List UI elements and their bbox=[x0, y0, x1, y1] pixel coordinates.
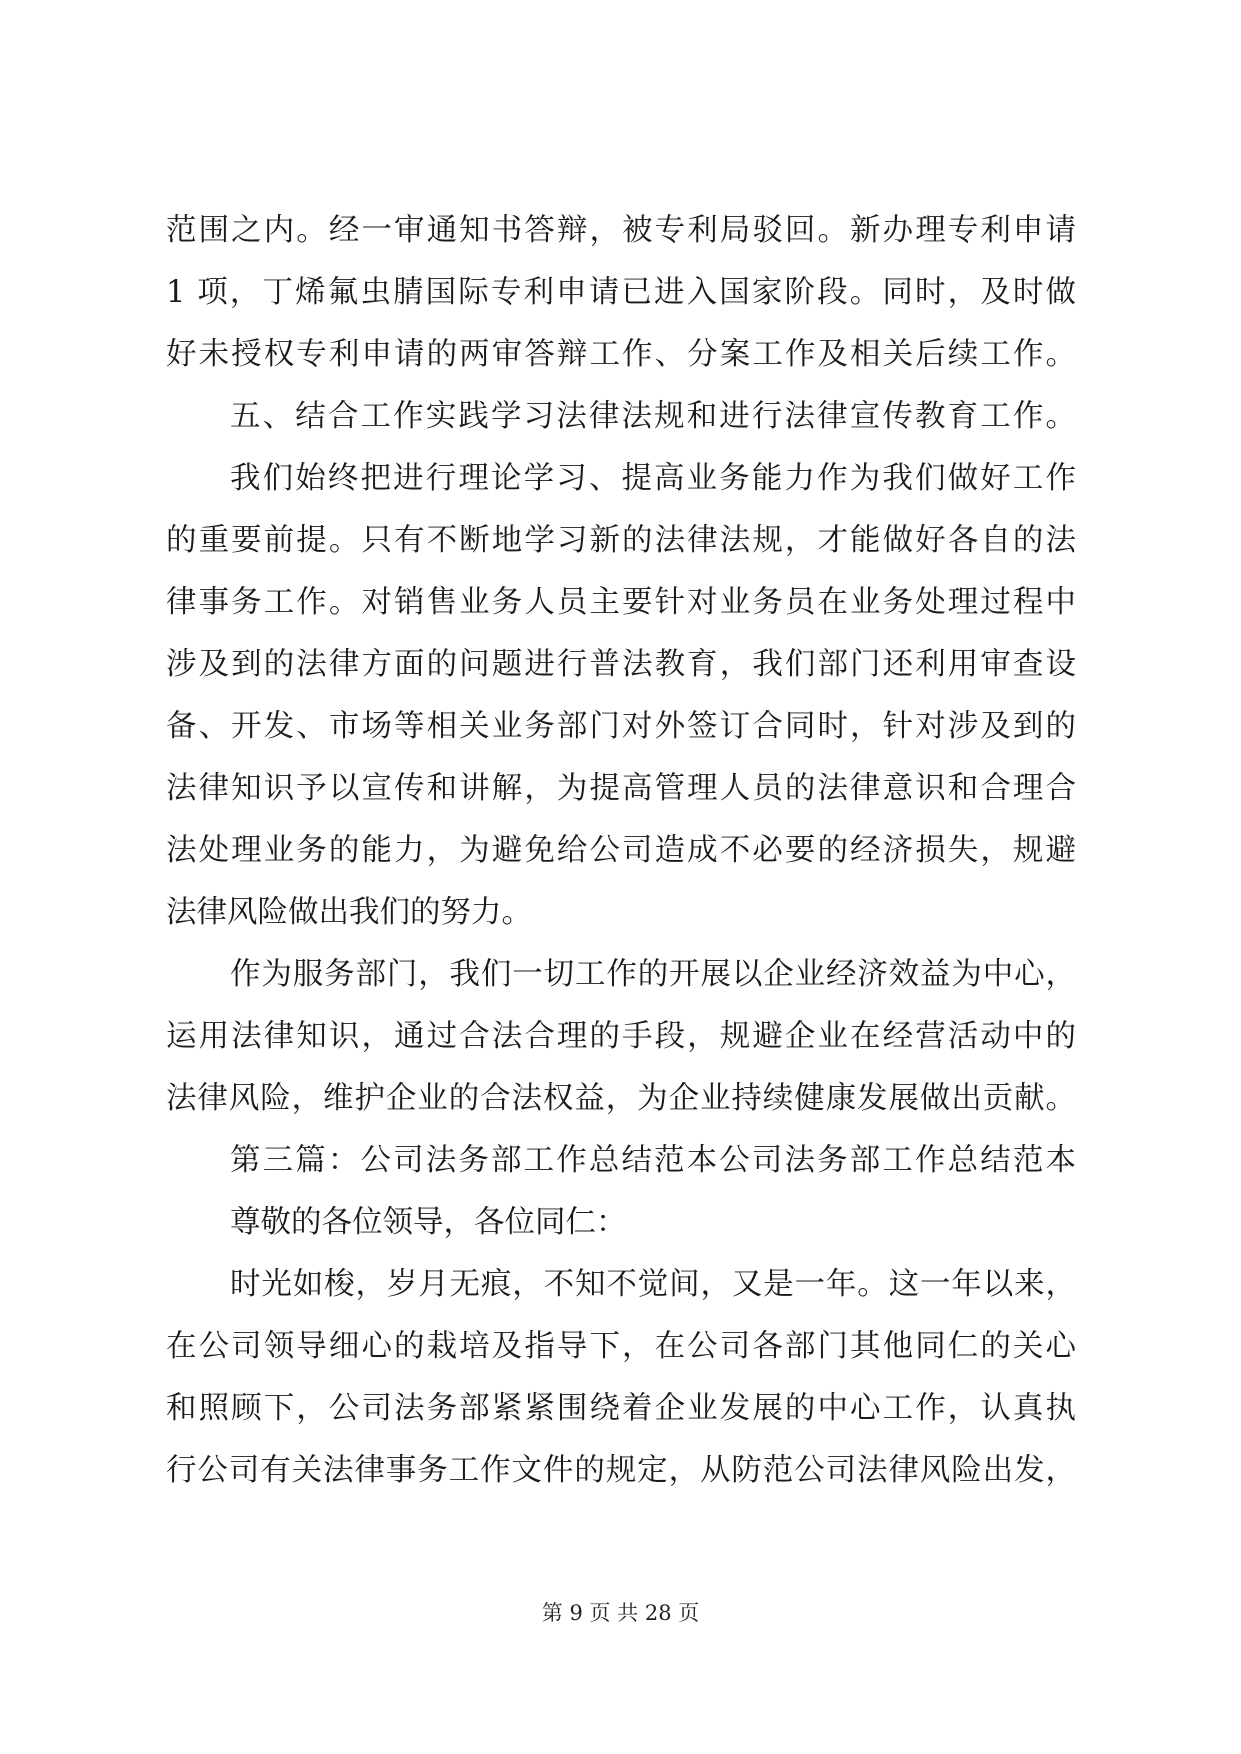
text-line: 的重要前提。只有不断地学习新的法律法规，才能做好各自的法 bbox=[166, 523, 1076, 558]
text-line: 法律知识予以宣传和讲解，为提高管理人员的法律意识和合理合 bbox=[166, 771, 1076, 806]
text-line: 我们始终把进行理论学习、提高业务能力作为我们做好工作 bbox=[230, 461, 1076, 496]
text-line: 时光如梭，岁月无痕，不知不觉间，又是一年。这一年以来， bbox=[230, 1267, 1076, 1302]
text-line: 在公司领导细心的栽培及指导下，在公司各部门其他同仁的关心 bbox=[166, 1329, 1076, 1364]
text-line: 范围之内。经一审通知书答辩，被专利局驳回。新办理专利申请 bbox=[166, 213, 1076, 248]
text-line: 法处理业务的能力，为避免给公司造成不必要的经济损失，规避 bbox=[166, 833, 1076, 868]
text-line: 法律风险，维护企业的合法权益，为企业持续健康发展做出贡献。 bbox=[166, 1081, 1076, 1116]
text-line: 好未授权专利申请的两审答辩工作、分案工作及相关后续工作。 bbox=[166, 337, 1076, 372]
text-line: 律事务工作。对销售业务人员主要针对业务员在业务处理过程中 bbox=[166, 585, 1076, 620]
section-heading: 五、结合工作实践学习法律法规和进行法律宣传教育工作。 bbox=[230, 399, 1076, 434]
chapter-title: 第三篇：公司法务部工作总结范本公司法务部工作总结范本 bbox=[230, 1143, 1076, 1178]
text-line: 和照顾下，公司法务部紧紧围绕着企业发展的中心工作，认真执 bbox=[166, 1391, 1076, 1426]
text-line: 涉及到的法律方面的问题进行普法教育，我们部门还利用审查设 bbox=[166, 647, 1076, 682]
text-line: 运用法律知识，通过合法合理的手段，规避企业在经营活动中的 bbox=[166, 1019, 1076, 1054]
text-line: 1 项，丁烯氟虫腈国际专利申请已进入国家阶段。同时，及时做 bbox=[166, 275, 1076, 310]
salutation: 尊敬的各位领导，各位同仁： bbox=[230, 1205, 627, 1240]
page-number-footer: 第 9 页 共 28 页 bbox=[541, 1601, 700, 1625]
text-line: 备、开发、市场等相关业务部门对外签订合同时，针对涉及到的 bbox=[166, 709, 1076, 744]
text-line: 法律风险做出我们的努力。 bbox=[166, 895, 532, 930]
text-line: 行公司有关法律事务工作文件的规定，从防范公司法律风险出发， bbox=[166, 1453, 1076, 1488]
text-line: 作为服务部门，我们一切工作的开展以企业经济效益为中心， bbox=[230, 957, 1076, 992]
